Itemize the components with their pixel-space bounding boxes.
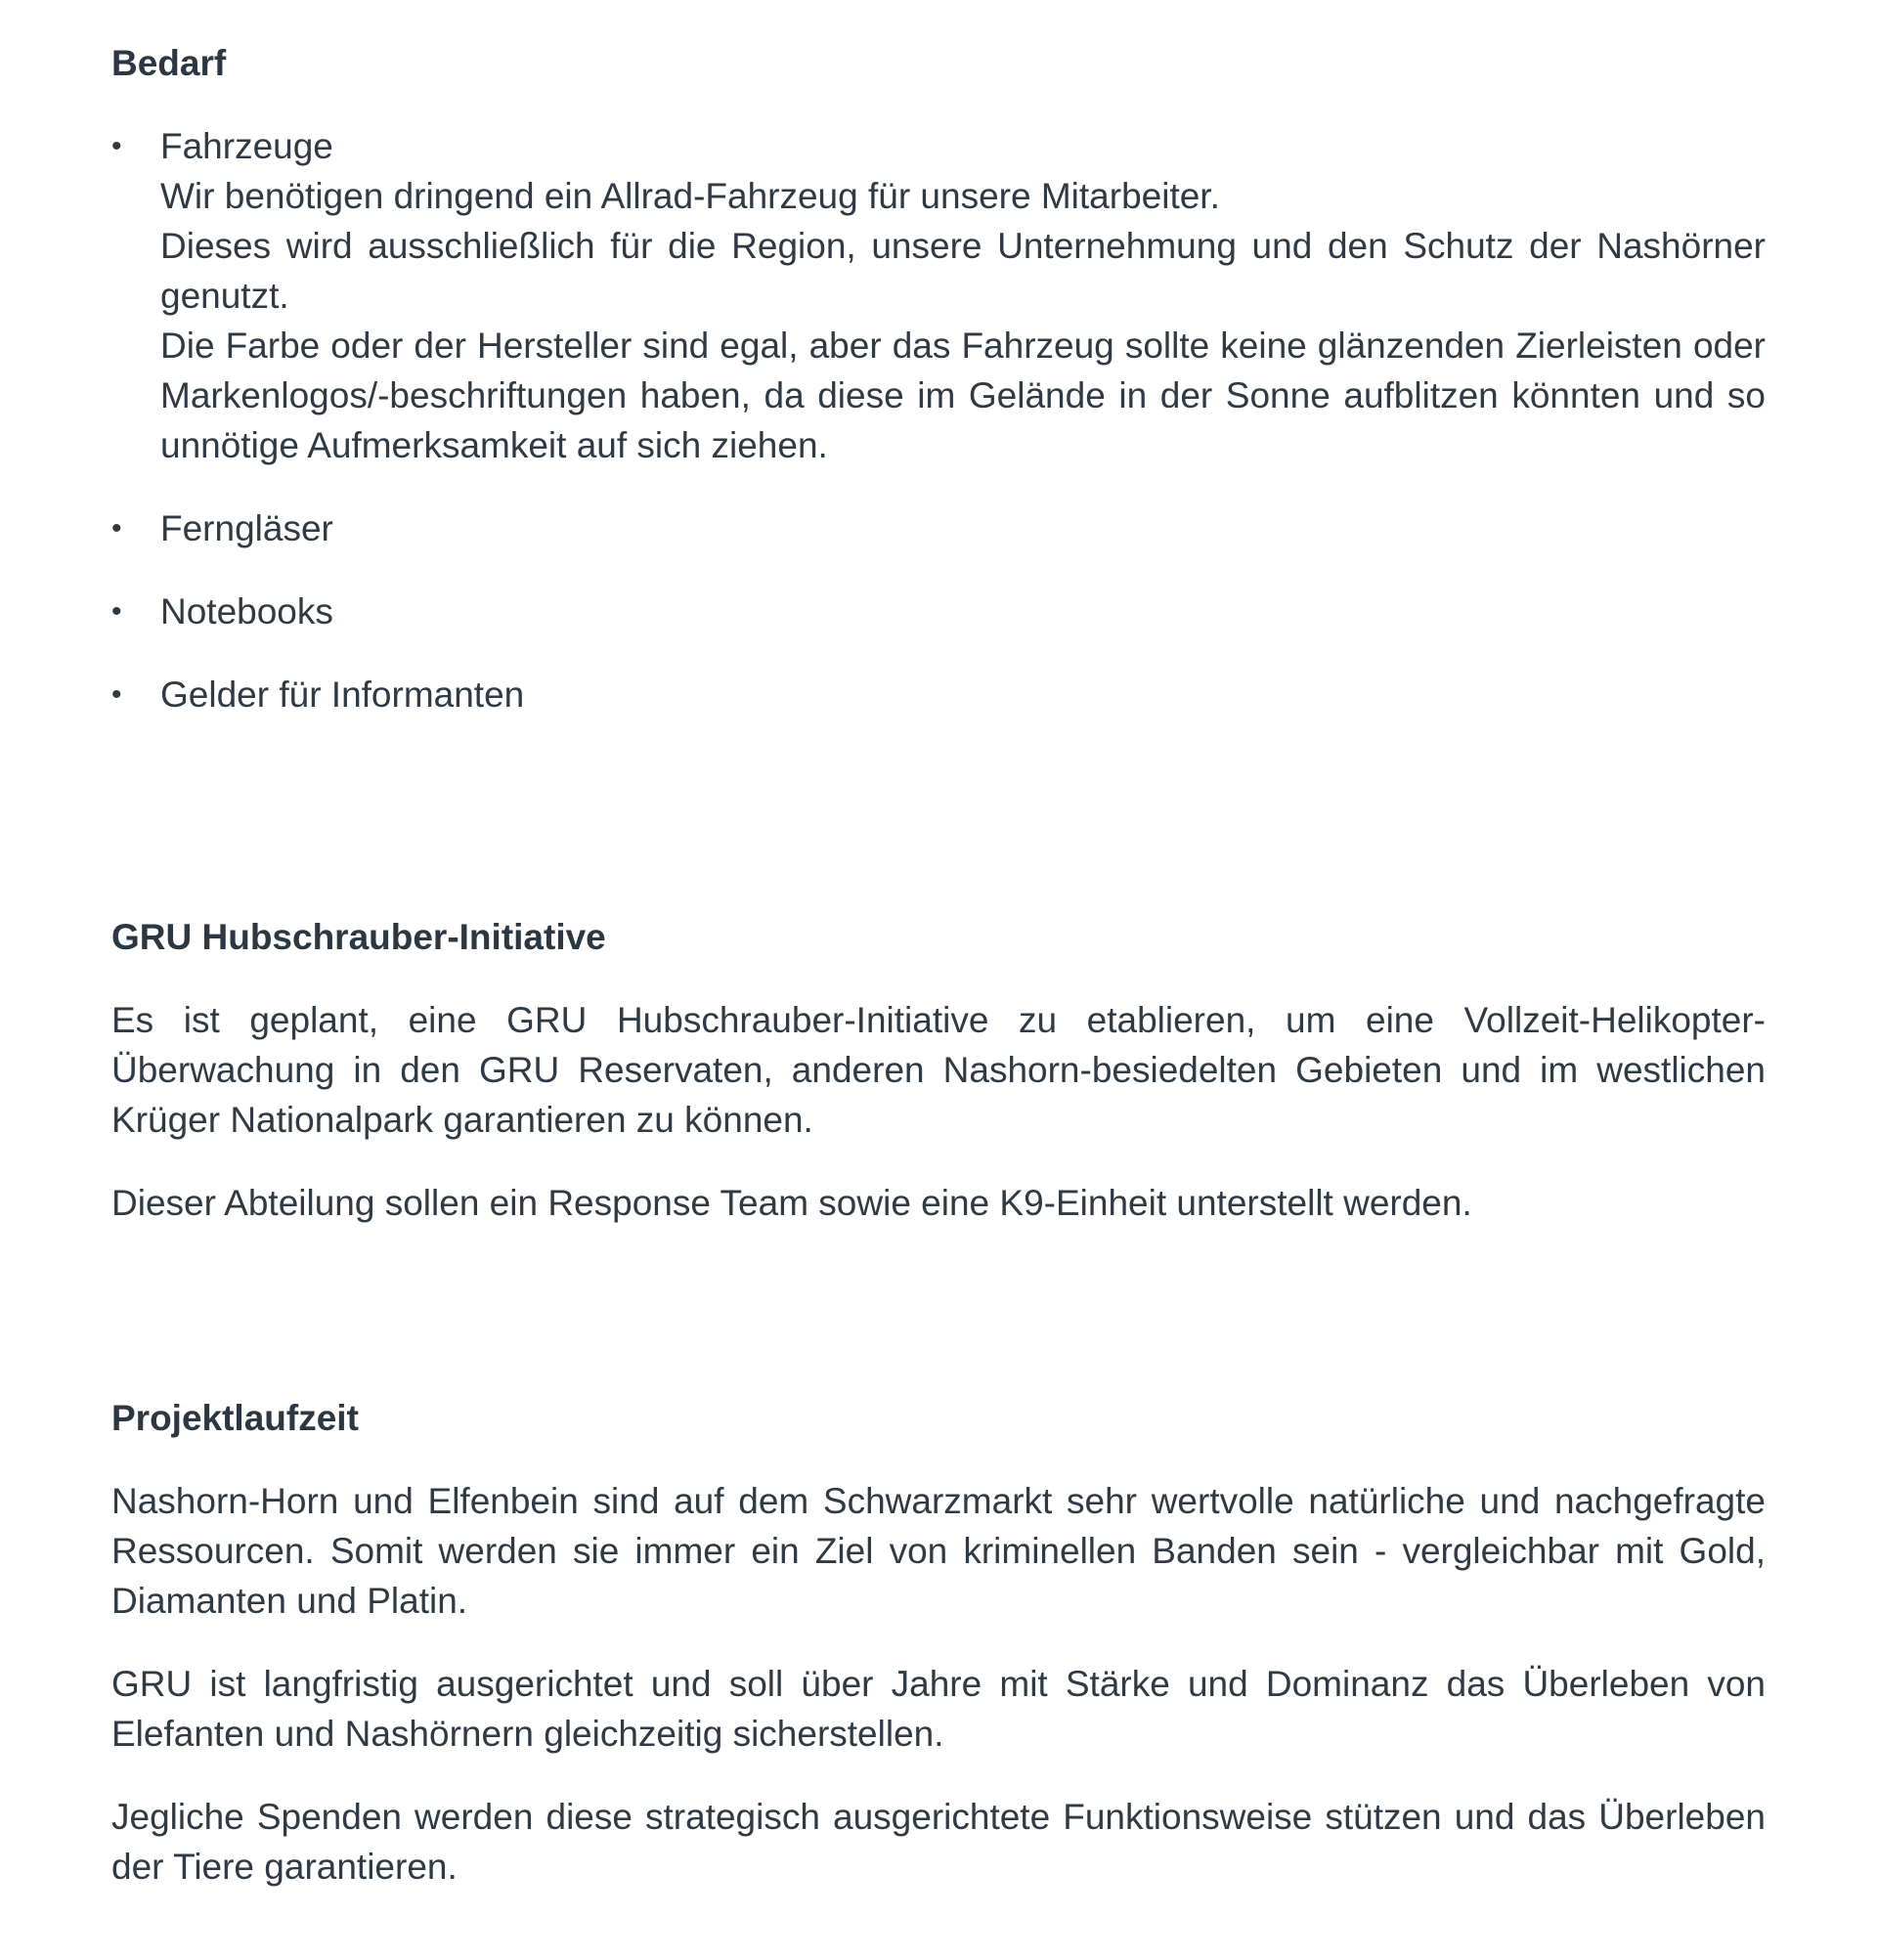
bedarf-list xyxy=(111,121,1766,719)
list-item-detail: Dieses wird ausschließlich für die Region, unsere Unternehmung und den Schutz der Nashörner genutzt. xyxy=(160,226,1766,316)
paragraph: GRU ist langfristig ausgerichtet und soll über Jahre mit Stärke und Dominanz das Überleben von Elefanten und Nashörnern gleichzeitig sicherstellen. xyxy=(111,1664,1766,1754)
paragraph: Nashorn-Horn und Elfenbein sind auf dem Schwarzmarkt sehr wertvolle natürliche und nachgefragte Ressourcen. Somit werden sie immer ein Ziel von kriminellen Banden sein - vergleichbar mit Gold, Diamanten und Platin. xyxy=(111,1481,1766,1621)
section-title-heli: GRU Hubschrauber-Initiative xyxy=(111,917,606,957)
section-title-bedarf: Bedarf xyxy=(111,43,227,83)
section-title-laufzeit: Projektlaufzeit xyxy=(111,1398,359,1438)
list-item-detail: Wir benötigen dringend ein Allrad-Fahrzeug für unsere Mitarbeiter. xyxy=(160,176,1220,216)
list-item-label: Ferngläser xyxy=(160,508,333,548)
bullet-icon: • xyxy=(111,512,122,544)
list-item-notebooks xyxy=(111,587,1766,636)
list-item-detail: Die Farbe oder der Hersteller sind egal, aber das Fahrzeug sollte keine glänzenden Zierleisten oder Markenlogos/-beschriftungen haben, da diese im Gelände in der Sonne aufblitzen könnten und so unnötige Aufmerksamkeit auf sich ziehen. xyxy=(160,326,1766,465)
list-item-label: Gelder für Informanten xyxy=(160,675,525,715)
list-item-fahrzeuge xyxy=(111,121,1766,470)
list-item-ferngläser xyxy=(111,503,1766,553)
bullet-icon: • xyxy=(111,595,122,628)
list-item-label: Notebooks xyxy=(160,591,333,632)
paragraph: Es ist geplant, eine GRU Hubschrauber-Initiative zu etablieren, um eine Vollzeit-Helikopter-Überwachung in den GRU Reservaten, anderen Nashorn-besiedelten Gebieten und im westlichen Krüger Nationalpark garantieren zu können. xyxy=(111,1000,1766,1140)
paragraph: Jegliche Spenden werden diese strategisch ausgerichtete Funktionsweise stützen und das Überleben der Tiere garantieren. xyxy=(111,1797,1766,1887)
list-item-label: Fahrzeuge xyxy=(160,126,333,166)
list-item-gelder xyxy=(111,670,1766,719)
paragraph: Dieser Abteilung sollen ein Response Team sowie eine K9-Einheit unterstellt werden. xyxy=(111,1183,1472,1223)
document-page xyxy=(111,37,1766,1892)
bullet-icon: • xyxy=(111,678,122,711)
bullet-icon: • xyxy=(111,130,122,162)
